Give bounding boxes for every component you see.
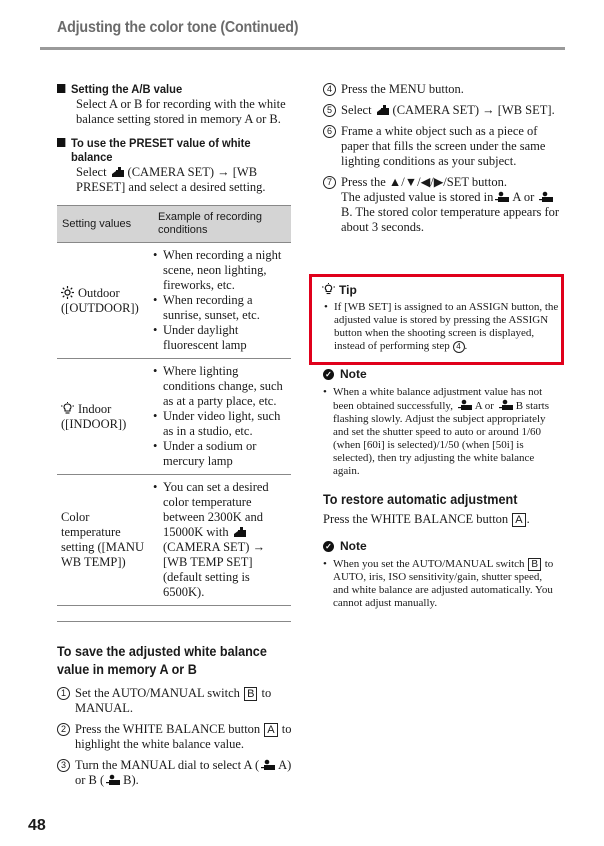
list-item: • If [WB SET] is assigned to an ASSIGN button, the adjusted value is stored by pressing the ASSIGN button when the shooting screen is displayed, instead of performing step 4 .	[324, 301, 560, 353]
list-item: • When you set the AUTO/MANUAL switch B to AUTO, iris, ISO sensitivity/gain, shutter speed, and white balance are adjusted automatically. You cannot adjust manually.	[323, 558, 555, 610]
light-bulb-icon	[61, 402, 74, 415]
key-a-icon: A	[264, 723, 277, 737]
note-1	[323, 367, 561, 478]
wb-memory-icon	[539, 191, 554, 202]
table-row	[57, 243, 291, 359]
ab-body: Select A or B for recording with the white balance setting stored in memory A or B.	[76, 97, 286, 126]
table-header-row	[57, 206, 291, 243]
list-item: • Under video light, such as in a studio, etc.	[153, 409, 289, 439]
step-4: 4 Press the MENU button.	[323, 82, 565, 97]
list-item: • When a white balance adjustment value has not been obtained successfully, A or B starts flashing slowly. Adjust the subject appropriately and set the shutter speed to auto or around 1/60 (when [60i] is selected)/1/50 (when [50i] is selected), then try adjusting the white balance again.	[323, 386, 555, 478]
col-setting-values: Setting values	[57, 206, 153, 243]
setting-color-temperature: Color temperature setting ([MANU WB TEMP])	[57, 475, 153, 606]
save-steps	[57, 686, 292, 788]
left-column	[57, 82, 292, 794]
list-item: • Where lighting conditions change, such as at a party place, etc.	[153, 364, 289, 409]
wb-memory-icon	[458, 399, 473, 410]
warning-note-icon: ✓	[323, 369, 334, 380]
square-bullet-icon	[57, 84, 65, 93]
step-6: 6 Frame a white object such as a piece of paper that fills the screen under the same lighting conditions as your subject.	[323, 124, 565, 169]
camera-set-icon	[110, 166, 125, 178]
save-heading: To save the adjusted white balance value in memory A or B	[57, 643, 267, 677]
step-number-icon: 4	[323, 83, 336, 96]
step-number-icon: 4	[453, 341, 465, 353]
step-number-icon: 3	[57, 759, 70, 772]
lightbulb-tip-icon	[322, 283, 335, 296]
preset-heading: To use the PRESET value of white balance	[57, 136, 276, 164]
step-number-icon: 5	[323, 104, 336, 117]
setting-outdoor: Outdoor ([OUTDOOR])	[57, 243, 153, 359]
step-number-icon: 2	[57, 723, 70, 736]
title-divider	[40, 47, 565, 50]
key-a-icon: A	[512, 513, 525, 527]
example-indoor	[153, 359, 291, 475]
warning-note-icon: ✓	[323, 541, 334, 552]
table-row	[57, 475, 291, 606]
wb-memory-icon	[106, 774, 121, 785]
step-3: 3 Turn the MANUAL dial to select A ( A) or B ( B).	[57, 758, 292, 788]
square-bullet-icon	[57, 138, 65, 147]
example-color-temperature	[153, 475, 291, 606]
ab-heading: Setting the A/B value	[57, 82, 276, 96]
sun-icon	[61, 286, 74, 299]
note-title: ✓ Note	[323, 539, 561, 554]
right-column	[323, 82, 565, 241]
key-b-icon: B	[244, 687, 257, 701]
page-title: Adjusting the color tone (Continued)	[57, 19, 299, 36]
step-5: 5 Select (CAMERA SET) → [WB SET].	[323, 103, 565, 118]
preset-body: Select (CAMERA SET) → [WB PRESET] and select a desired setting.	[76, 165, 266, 194]
example-outdoor	[153, 243, 291, 359]
wb-memory-icon	[495, 191, 510, 202]
camera-set-icon	[375, 104, 390, 116]
tip-body	[324, 301, 560, 353]
tip-title: Tip	[322, 283, 357, 298]
step-2: 2 Press the WHITE BALANCE button A to highlight the white balance value.	[57, 722, 292, 752]
list-item: • Under daylight fluorescent lamp	[153, 323, 289, 353]
key-b-icon: B	[528, 558, 541, 571]
note-2	[323, 539, 561, 610]
setting-indoor: Indoor ([INDOOR])	[57, 359, 153, 475]
list-item: • You can set a desired color temperature between 2300K and 15000K with(CAMERA SET) → [WB TEMP SET] (default setting is 6500K).	[153, 480, 289, 600]
note-title: ✓ Note	[323, 367, 561, 382]
page-number: 48	[28, 817, 46, 834]
step-number-icon: 1	[57, 687, 70, 700]
restore-heading: To restore automatic adjustment	[323, 491, 518, 507]
step-1: 1 Set the AUTO/MANUAL switch B to MANUAL.	[57, 686, 292, 716]
step-number-icon: 6	[323, 125, 336, 138]
list-item: • When recording a night scene, neon lighting, fireworks, etc.	[153, 248, 289, 293]
wb-settings-table	[57, 205, 291, 606]
table-end-divider	[57, 621, 291, 622]
step-number-icon: 7	[323, 176, 336, 189]
list-item: • Under a sodium or mercury lamp	[153, 439, 289, 469]
camera-set-icon	[232, 526, 247, 538]
table-row	[57, 359, 291, 475]
list-item: • When recording a sunrise, sunset, etc.	[153, 293, 289, 323]
wb-memory-icon	[261, 759, 276, 770]
wb-memory-icon	[499, 399, 514, 410]
restore-body: Press the WHITE BALANCE button A .	[323, 512, 530, 526]
col-example-conditions: Example of recording conditions	[153, 206, 291, 243]
step-7: 7 Press the ▲/▼/◀/▶/SET button. The adjusted value is stored in A or B. The stored color temperature appears for about 3 seconds.	[323, 175, 565, 235]
